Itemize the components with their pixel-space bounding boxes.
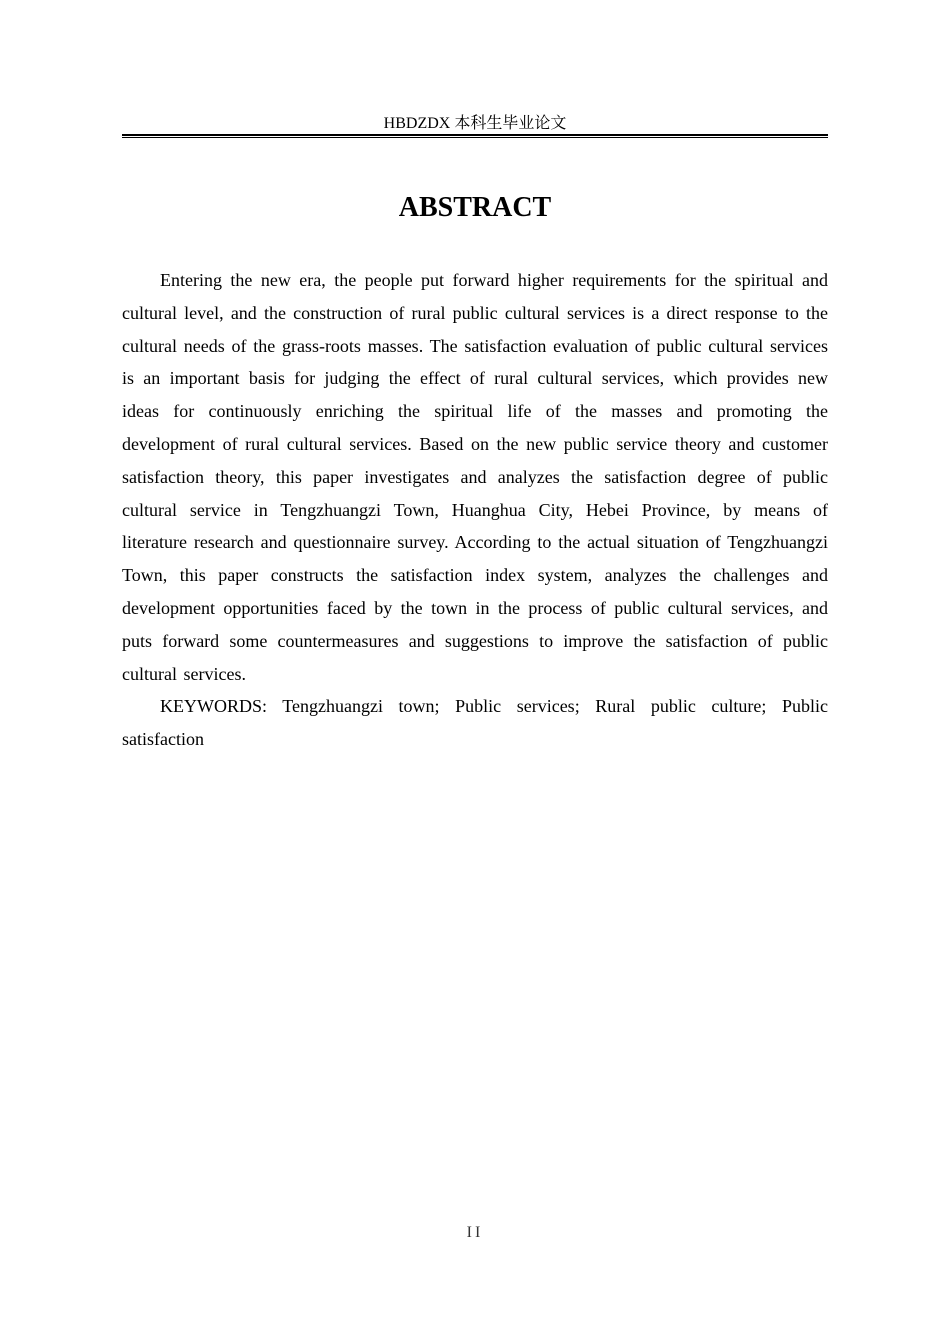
header-rule (122, 134, 828, 138)
abstract-title: ABSTRACT (398, 192, 552, 223)
page-number: II (466, 1224, 484, 1241)
running-header: HBDZDX 本科生毕业论文 (383, 115, 567, 132)
abstract-body (122, 264, 828, 756)
abstract-paragraph: Entering the new era, the people put forward higher requirements for the spiritual and cultural level, and the construction of rural public cultural services is a direct response to the cultural needs of the grass-roots masses. The satisfaction evaluation of public cultural services is an important basis for judging the effect of rural cultural services, which provides new ideas for continuously enriching the spiritual life of the masses and promoting the development of rural cultural services. Based on the new public service theory and customer satisfaction theory, this paper investigates and analyzes the satisfaction degree of public cultural service in Tengzhuangzi Town, Huanghua City, Hebei Province, by means of literature research and questionnaire survey. According to the actual situation of Tengzhuangzi Town, this paper constructs the satisfaction index system, analyzes the challenges and development opportunities faced by the town in the process of public cultural services, and puts forward some countermeasures and suggestions to improve the satisfaction of public cultural services. (122, 270, 828, 684)
keywords-line: KEYWORDS: Tengzhuangzi town; Public services; Rural public culture; Public satisfaction (122, 696, 828, 750)
